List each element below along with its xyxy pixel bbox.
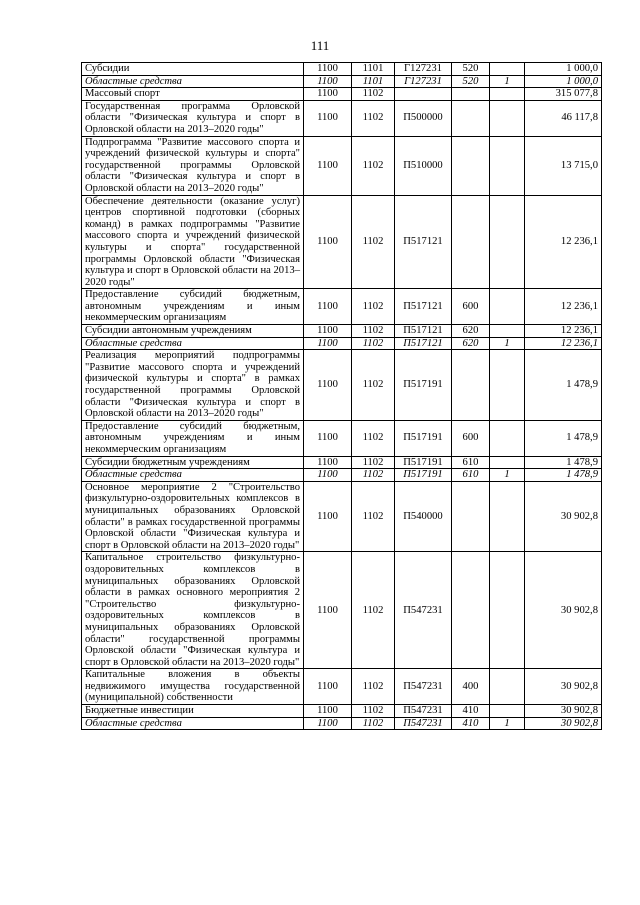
row-expense-type	[452, 350, 490, 421]
row-subsection-code: 1102	[352, 195, 395, 289]
table-row	[82, 75, 602, 88]
row-target-article: П517121	[395, 337, 452, 350]
table-row	[82, 420, 602, 456]
table-row	[82, 88, 602, 101]
row-section-code: 1100	[304, 420, 352, 456]
table-row	[82, 325, 602, 338]
row-section-code: 1100	[304, 552, 352, 669]
row-target-article: П517191	[395, 469, 452, 482]
row-amount: 315 077,8	[525, 88, 602, 101]
table-row	[82, 669, 602, 705]
row-target-article: П517121	[395, 289, 452, 325]
row-source-indicator	[490, 481, 525, 552]
row-target-article: П500000	[395, 100, 452, 136]
table-row	[82, 350, 602, 421]
table-row	[82, 481, 602, 552]
row-expense-type: 610	[452, 456, 490, 469]
row-section-code: 1100	[304, 136, 352, 195]
row-amount: 1 478,9	[525, 350, 602, 421]
table-row	[82, 456, 602, 469]
row-target-article: П517121	[395, 325, 452, 338]
budget-table	[81, 62, 602, 730]
row-expense-type: 620	[452, 325, 490, 338]
row-expense-type: 520	[452, 63, 490, 76]
row-source-indicator: 1	[490, 469, 525, 482]
table-row	[82, 195, 602, 289]
row-amount: 12 236,1	[525, 289, 602, 325]
row-name: Капитальное строительство физкультурно-оздоровительных комплексов в муниципальных образованиях Орловской области в рамках основного мероприятия 2 "Строительство физкультурно-оздоровительных комплексов в муниципальных образованиях Орловской области" государственной программы Орловской области "Физическая культура и спорт в Орловской области на 2013–2020 годы"	[82, 552, 304, 669]
row-name: Основное мероприятие 2 "Строительство физкультурно-оздоровительных комплексов в муниципальных образованиях Орловской области" в рамках государственной программы Орловской области "Физическая культура и спорт в Орловской области на 2013–2020 годы"	[82, 481, 304, 552]
row-expense-type: 520	[452, 75, 490, 88]
row-target-article: П547231	[395, 717, 452, 730]
row-source-indicator	[490, 88, 525, 101]
row-amount: 1 000,0	[525, 75, 602, 88]
row-subsection-code: 1102	[352, 325, 395, 338]
row-target-article: П510000	[395, 136, 452, 195]
row-expense-type	[452, 195, 490, 289]
row-source-indicator: 1	[490, 337, 525, 350]
row-name: Областные средства	[82, 337, 304, 350]
row-source-indicator	[490, 552, 525, 669]
row-section-code: 1100	[304, 481, 352, 552]
row-expense-type: 620	[452, 337, 490, 350]
row-expense-type	[452, 88, 490, 101]
row-target-article: П517191	[395, 350, 452, 421]
row-target-article	[395, 88, 452, 101]
row-amount: 30 902,8	[525, 481, 602, 552]
row-name: Реализация мероприятий подпрограммы "Развитие массового спорта и учреждений физической культуры и спорта" в рамках государственной программы Орловской области "Физическая культура и спорт в Орловской области на 2013–2020 годы"	[82, 350, 304, 421]
row-source-indicator	[490, 420, 525, 456]
row-target-article: П547231	[395, 705, 452, 718]
row-subsection-code: 1102	[352, 456, 395, 469]
row-section-code: 1100	[304, 63, 352, 76]
row-expense-type: 410	[452, 717, 490, 730]
row-target-article: П517191	[395, 420, 452, 456]
row-source-indicator	[490, 63, 525, 76]
page-number: 111	[310, 38, 330, 53]
row-name: Массовый спорт	[82, 88, 304, 101]
row-source-indicator: 1	[490, 75, 525, 88]
row-expense-type: 600	[452, 420, 490, 456]
table-row	[82, 289, 602, 325]
row-name: Обеспечение деятельности (оказание услуг) центров спортивной подготовки (сборных команд) в рамках подпрограммы "Развитие массового спорта и учреждений физической культуры и спорта" государственной программы Орловской области "Физическая культура и спорт в Орловской области на 2013–2020 годы"	[82, 195, 304, 289]
row-name: Предоставление субсидий бюджетным, автономным учреждениям и иным некоммерческим организациям	[82, 289, 304, 325]
row-name: Бюджетные инвестиции	[82, 705, 304, 718]
row-source-indicator	[490, 289, 525, 325]
row-subsection-code: 1102	[352, 481, 395, 552]
row-subsection-code: 1101	[352, 75, 395, 88]
row-subsection-code: 1102	[352, 136, 395, 195]
row-source-indicator	[490, 456, 525, 469]
row-amount: 1 478,9	[525, 469, 602, 482]
row-subsection-code: 1102	[352, 337, 395, 350]
row-source-indicator	[490, 195, 525, 289]
row-name: Субсидии автономным учреждениям	[82, 325, 304, 338]
row-section-code: 1100	[304, 100, 352, 136]
row-section-code: 1100	[304, 350, 352, 421]
row-section-code: 1100	[304, 325, 352, 338]
row-subsection-code: 1102	[352, 669, 395, 705]
table-row	[82, 469, 602, 482]
row-subsection-code: 1102	[352, 289, 395, 325]
table-row	[82, 136, 602, 195]
row-expense-type: 610	[452, 469, 490, 482]
row-subsection-code: 1102	[352, 552, 395, 669]
row-subsection-code: 1102	[352, 717, 395, 730]
row-amount: 30 902,8	[525, 669, 602, 705]
row-amount: 12 236,1	[525, 325, 602, 338]
row-source-indicator: 1	[490, 717, 525, 730]
row-target-article: П517191	[395, 456, 452, 469]
row-name: Субсидии	[82, 63, 304, 76]
row-subsection-code: 1102	[352, 420, 395, 456]
row-target-article: П547231	[395, 669, 452, 705]
row-section-code: 1100	[304, 669, 352, 705]
row-expense-type: 600	[452, 289, 490, 325]
row-amount: 13 715,0	[525, 136, 602, 195]
row-section-code: 1100	[304, 456, 352, 469]
row-name: Областные средства	[82, 717, 304, 730]
row-amount: 1 478,9	[525, 456, 602, 469]
row-amount: 30 902,8	[525, 552, 602, 669]
table-row	[82, 337, 602, 350]
row-amount: 46 117,8	[525, 100, 602, 136]
row-expense-type	[452, 136, 490, 195]
row-section-code: 1100	[304, 717, 352, 730]
row-amount: 30 902,8	[525, 705, 602, 718]
row-source-indicator	[490, 100, 525, 136]
row-subsection-code: 1101	[352, 63, 395, 76]
row-target-article: Г127231	[395, 63, 452, 76]
row-target-article: П547231	[395, 552, 452, 669]
row-amount: 12 236,1	[525, 337, 602, 350]
row-expense-type	[452, 552, 490, 669]
row-amount: 1 000,0	[525, 63, 602, 76]
table-row	[82, 705, 602, 718]
row-name: Предоставление субсидий бюджетным, автономным учреждениям и иным некоммерческим организациям	[82, 420, 304, 456]
row-amount: 1 478,9	[525, 420, 602, 456]
row-expense-type	[452, 100, 490, 136]
row-source-indicator	[490, 350, 525, 421]
row-name: Областные средства	[82, 469, 304, 482]
row-expense-type: 400	[452, 669, 490, 705]
table-row	[82, 63, 602, 76]
row-section-code: 1100	[304, 469, 352, 482]
row-subsection-code: 1102	[352, 469, 395, 482]
row-name: Государственная программа Орловской области "Физическая культура и спорт в Орловской области на 2013–2020 годы"	[82, 100, 304, 136]
row-section-code: 1100	[304, 289, 352, 325]
row-section-code: 1100	[304, 88, 352, 101]
row-source-indicator	[490, 136, 525, 195]
table-row	[82, 552, 602, 669]
row-source-indicator	[490, 325, 525, 338]
row-section-code: 1100	[304, 705, 352, 718]
row-target-article: П540000	[395, 481, 452, 552]
row-subsection-code: 1102	[352, 350, 395, 421]
row-section-code: 1100	[304, 75, 352, 88]
row-subsection-code: 1102	[352, 705, 395, 718]
row-expense-type: 410	[452, 705, 490, 718]
row-name: Субсидии бюджетным учреждениям	[82, 456, 304, 469]
row-expense-type	[452, 481, 490, 552]
row-section-code: 1100	[304, 195, 352, 289]
table-row	[82, 717, 602, 730]
row-name: Областные средства	[82, 75, 304, 88]
row-subsection-code: 1102	[352, 88, 395, 101]
table-row	[82, 100, 602, 136]
row-target-article: Г127231	[395, 75, 452, 88]
row-source-indicator	[490, 669, 525, 705]
row-amount: 30 902,8	[525, 717, 602, 730]
row-name: Подпрограмма "Развитие массового спорта и учреждений физической культуры и спорта" государственной программы Орловской области "Физическая культура и спорт в Орловской области на 2013–2020 годы"	[82, 136, 304, 195]
row-section-code: 1100	[304, 337, 352, 350]
row-amount: 12 236,1	[525, 195, 602, 289]
row-target-article: П517121	[395, 195, 452, 289]
row-source-indicator	[490, 705, 525, 718]
row-subsection-code: 1102	[352, 100, 395, 136]
row-name: Капитальные вложения в объекты недвижимого имущества государственной (муниципальной) собственности	[82, 669, 304, 705]
